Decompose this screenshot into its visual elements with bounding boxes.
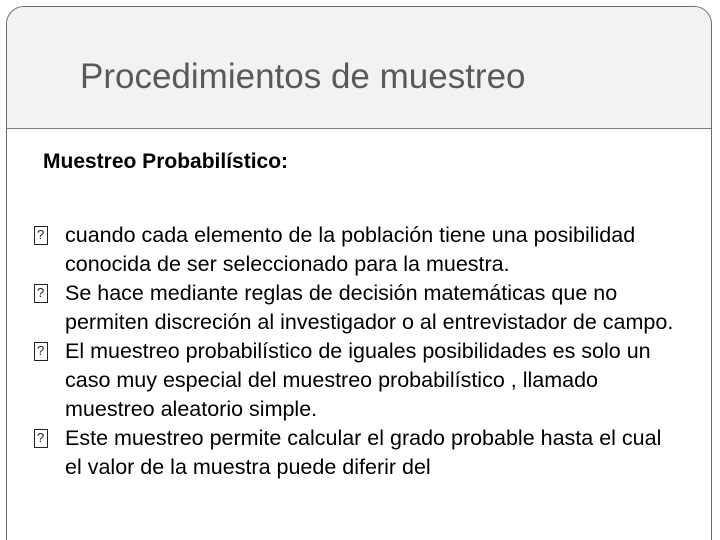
bullet-list [34, 221, 674, 482]
missing-glyph-box-icon [34, 342, 48, 361]
missing-glyph-box-icon [34, 284, 48, 303]
bullet-item [34, 279, 674, 337]
bullet-item [34, 424, 674, 482]
section-heading: Muestreo Probabilístico: [43, 150, 289, 173]
missing-glyph-box-icon [34, 429, 48, 448]
bullet-text: cuando cada elemento de la población tiene una posibilidad conocida de ser seleccionado para la muestra. [65, 223, 636, 276]
bullet-text: Este muestreo permite calcular el grado probable hasta el cual el valor de la muestra puede diferir del [65, 426, 662, 479]
bullet-text: El muestreo probabilístico de iguales posibilidades es solo un caso muy especial del muestreo probabilístico , llamado muestreo aleatorio simple. [65, 339, 651, 421]
bullet-item [34, 337, 674, 424]
bullet-text: Se hace mediante reglas de decisión matemáticas que no permiten discreción al investigador o al entrevistador de campo. [65, 281, 674, 334]
bullet-item [34, 221, 674, 279]
slide-title: Procedimientos de muestreo [80, 57, 526, 96]
missing-glyph-box-icon [34, 226, 48, 245]
